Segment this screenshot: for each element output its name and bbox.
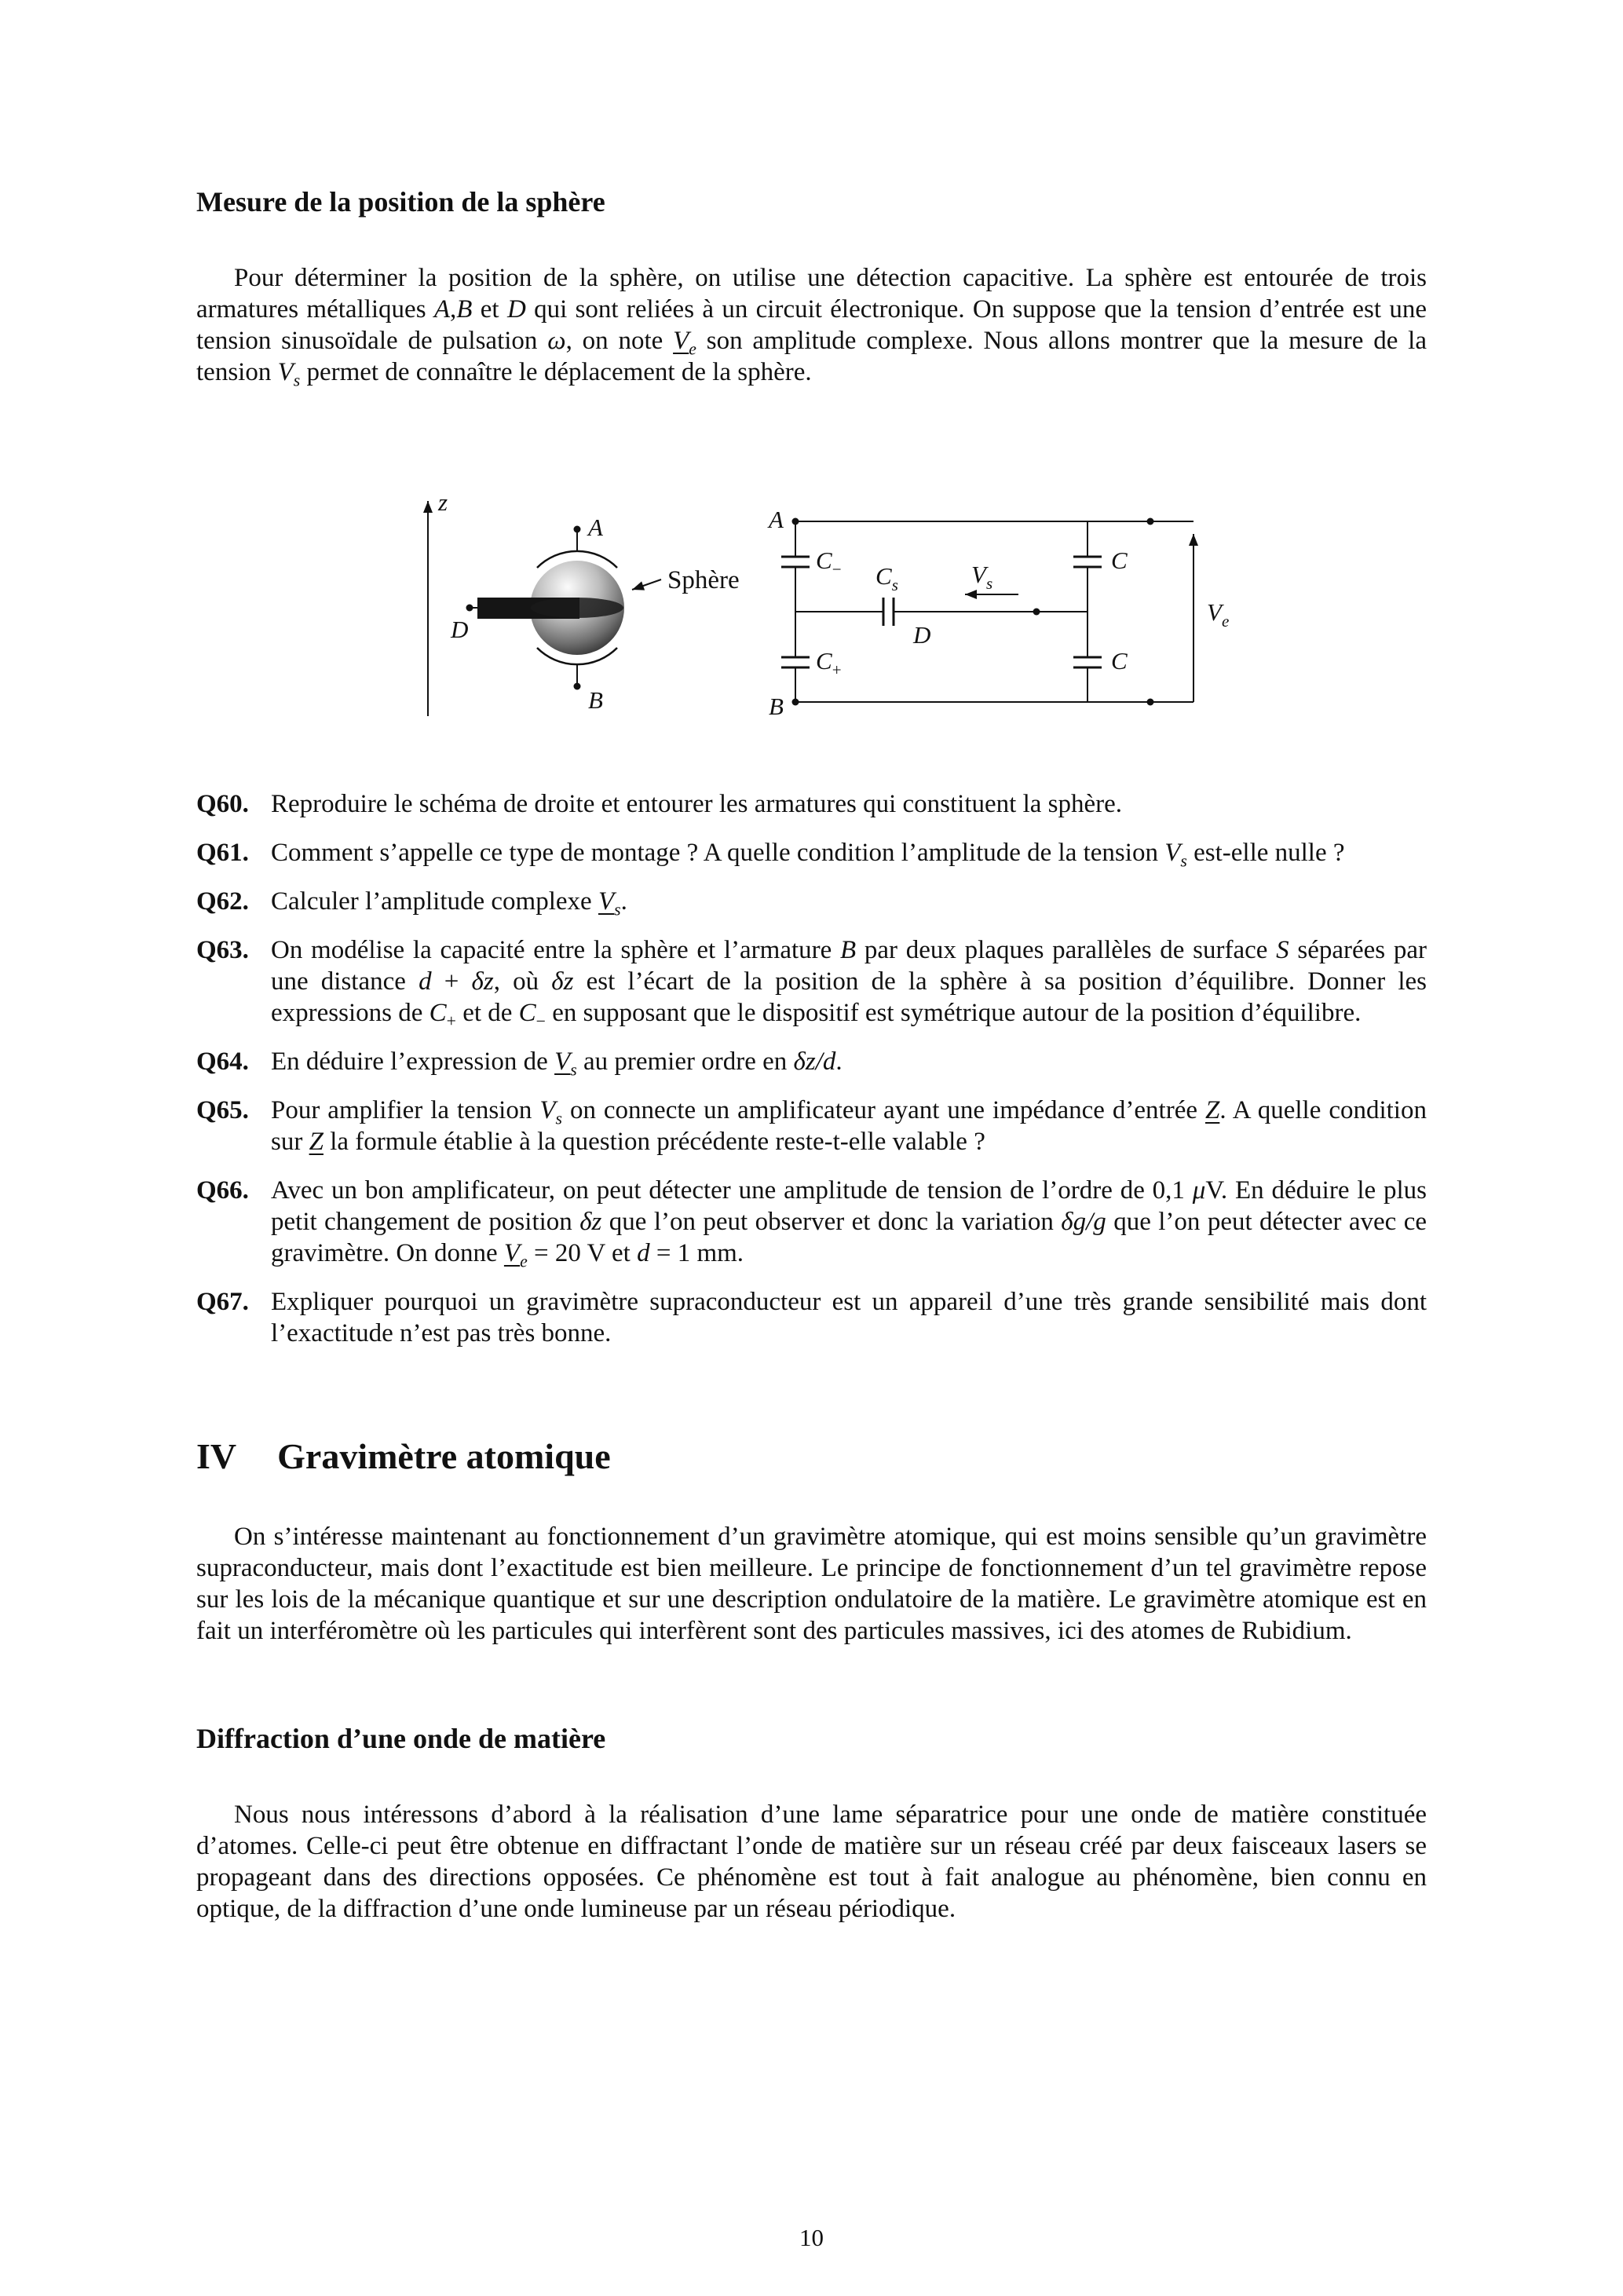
node-b-dot bbox=[792, 699, 799, 706]
sphere-caption bbox=[632, 566, 740, 594]
question-item-q67 bbox=[196, 1286, 1427, 1349]
terminal-b-label: B bbox=[588, 686, 603, 714]
capacitive-bridge-circuit bbox=[766, 482, 1268, 726]
question-list bbox=[196, 788, 1427, 1349]
question-item-q63 bbox=[196, 934, 1427, 1029]
question-text: Calculer l’amplitude complexe $V_s$. bbox=[271, 887, 627, 919]
armature-a bbox=[537, 514, 617, 568]
section-title: Gravimètre atomique bbox=[277, 1436, 611, 1476]
armature-b bbox=[537, 648, 617, 714]
terminal-d-label: D bbox=[451, 616, 469, 643]
question-text: Avec un bon amplificateur, on peut détecter une amplitude de tension de l’ordre de 0,1 μV. En déduire le plus petit changement de position δz que l’on peut observer et donc la variation δg/g que l’on peut détecter avec ce gravimètre. On donne $V_e = 20$ V et d = 1 mm. bbox=[271, 1176, 1427, 1271]
ve-label: $V_e$ bbox=[1207, 598, 1230, 631]
sphere-equator-band bbox=[531, 598, 623, 618]
question-text: En déduire l’expression de $V_s$ au premier ordre en δz/d. bbox=[271, 1047, 843, 1080]
cap-s-label: $C_s$ bbox=[875, 562, 898, 594]
node-a-label: A bbox=[769, 506, 784, 533]
question-text: On modélise la capacité entre la sphère et l’armature B par deux plaques parallèles de surface S séparées par une distance d + δz, où δz est l’écart de la position de la sphère à sa position d’équilibre. Donner les expressions de $C_+$ et de $C_-$ en supposant que le dispositif est symétrique autour de la position d’équilibre. bbox=[271, 936, 1427, 1031]
question-label: Q65. bbox=[196, 1096, 249, 1124]
figure-row bbox=[196, 482, 1427, 726]
sphere-caption-label: Sphère bbox=[667, 566, 740, 594]
question-label: Q63. bbox=[196, 936, 249, 964]
intro-paragraph: Pour déterminer la position de la sphère, on utilise une détection capacitive. La sphère est entourée de trois armatures métalliques A,B et D qui sont reliées à un circuit électronique. On suppose que la tension d’entrée est une tension sinusoïdale de pulsation ω, on note $V_e$ son amplitude complexe. Nous allons montrer que la mesure de la tension $V_s$ permet de connaître le déplacement de la sphère. bbox=[196, 264, 1427, 390]
section-number: IV bbox=[196, 1436, 237, 1476]
z-axis-arrow bbox=[428, 488, 448, 716]
section-heading-iv bbox=[196, 1435, 1427, 1478]
section-heading-mesure: Mesure de la position de la sphère bbox=[196, 186, 605, 218]
page-number: 10 bbox=[799, 2224, 824, 2251]
text-column bbox=[196, 0, 1427, 1925]
sphere-electrodes-diagram bbox=[408, 482, 766, 726]
z-axis-label: z bbox=[438, 488, 448, 516]
question-text: Comment s’appelle ce type de montage ? A quelle condition l’amplitude de la tension $V_s$ est-elle nulle ? bbox=[271, 839, 1345, 871]
section-iv-paragraph: On s’intéresse maintenant au fonctionnement d’un gravimètre atomique, qui est moins sensible qu’un gravimètre supraconducteur, mais dont l’exactitude est bien meilleure. Le principe de fonctionnement d’un tel gravimètre repose sur les lois de la mécanique quantique et sur une description ondulatoire de la matière. Le gravimètre atomique est en fait un interféromètre où les particules qui interfèrent sont des particules massives, ici des atomes de Rubidium. bbox=[196, 1523, 1427, 1645]
ve-voltage-arrow bbox=[1193, 534, 1229, 702]
cap-plus-label: $C_+$ bbox=[816, 647, 842, 679]
question-label: Q61. bbox=[196, 839, 249, 867]
question-label: Q60. bbox=[196, 790, 249, 818]
question-label: Q62. bbox=[196, 887, 249, 916]
question-item-q62 bbox=[196, 886, 1427, 917]
cap-right-top-label: C bbox=[1111, 547, 1128, 574]
bottom-terminal-dot bbox=[1147, 699, 1154, 706]
terminal-a-label: A bbox=[588, 514, 603, 541]
question-label: Q64. bbox=[196, 1047, 249, 1076]
node-a-dot bbox=[792, 518, 799, 525]
subsection-heading-diffraction: Diffraction d’une onde de matière bbox=[196, 1723, 606, 1754]
top-terminal-dot bbox=[1147, 518, 1154, 525]
diffraction-paragraph: Nous nous intéressons d’abord à la réalisation d’une lame séparatrice pour une onde de matière constituée d’atomes. Celle-ci peut être obtenue en diffractant l’onde de matière sur un réseau créé par deux faisceaux lasers se propageant dans des directions opposées. Ce phénomène est tout à fait analogue au phénomène, bien connu en optique, de la diffraction d’une onde lumineuse par un réseau périodique. bbox=[196, 1801, 1427, 1923]
question-label: Q66. bbox=[196, 1176, 249, 1205]
node-d-label: D bbox=[913, 621, 931, 649]
question-text: Expliquer pourquoi un gravimètre supraconducteur est un appareil d’une très grande sensibilité mais dont l’exactitude n’est pas très bonne. bbox=[271, 1288, 1427, 1347]
cap-minus-label: $C_-$ bbox=[816, 547, 842, 579]
question-label: Q67. bbox=[196, 1288, 249, 1316]
question-item-q60 bbox=[196, 788, 1427, 820]
question-text: Pour amplifier la tension $V_s$ on connecte un amplificateur ayant une impédance d’entrée Z. A quelle condition sur Z la formule établie à la question précédente reste-t-elle valable ? bbox=[271, 1096, 1427, 1156]
node-b-label: B bbox=[769, 693, 784, 720]
question-text: Reproduire le schéma de droite et entourer les armatures qui constituent la sphère. bbox=[271, 790, 1123, 818]
question-item-q66 bbox=[196, 1175, 1427, 1269]
vs-label: $V_s$ bbox=[971, 561, 993, 593]
question-item-q64 bbox=[196, 1046, 1427, 1080]
terminal-d bbox=[450, 605, 477, 644]
question-item-q65 bbox=[196, 1095, 1427, 1157]
question-item-q61 bbox=[196, 837, 1427, 871]
cap-right-bottom-label: C bbox=[1111, 647, 1128, 675]
